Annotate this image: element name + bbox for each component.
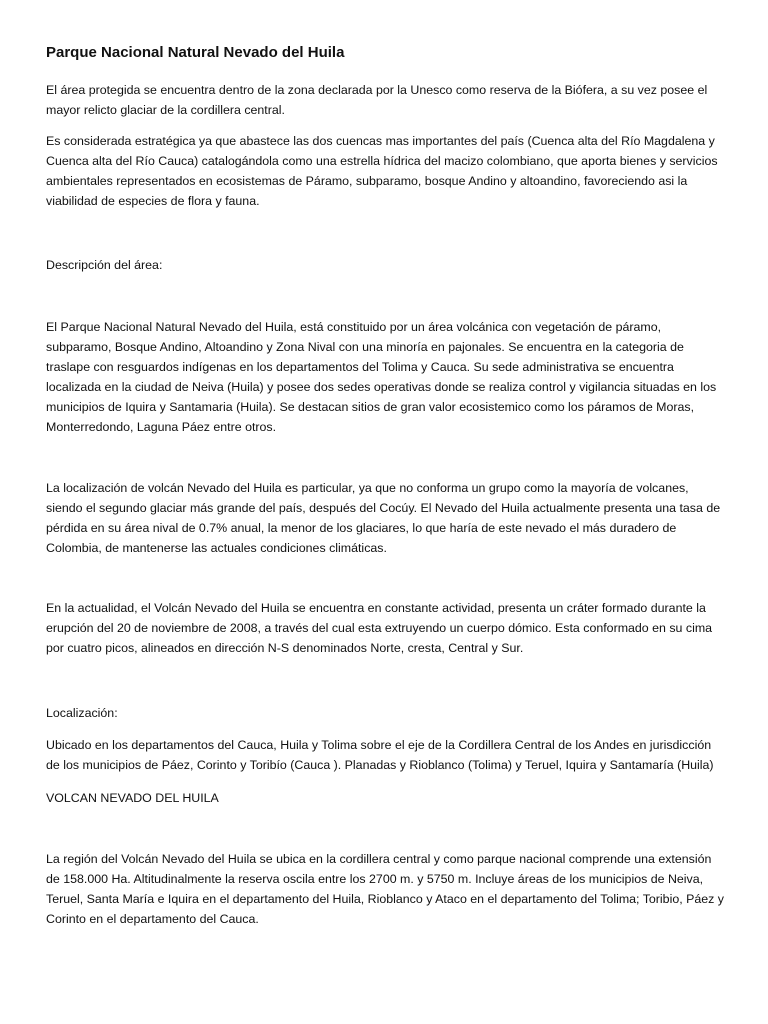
paragraph-location-volcano: La localización de volcán Nevado del Huila es particular, ya que no conforma un grupo como la mayoría de volcanes, siendo el segundo glaciar más grande del país, después del Cocúy. El Nevado del Huila actualmente presenta una tasa de pérdida en su área nival de 0.7% anual, la menor de los glaciares, lo que haría de este nevado el más duradero de Colombia, de mantenerse las actuales condiciones climáticas.	[46, 481, 721, 555]
paragraph-location: Ubicado en los departamentos del Cauca, Huila y Tolima sobre el eje de la Cordillera Central de los Andes en jurisdicción de los municipios de Páez, Corinto y Toribío (Cauca ). Planadas y Rioblanco (Tolima) y Teruel, Iquira y Santamaría (Huila)	[46, 738, 714, 772]
paragraph-strategic: Es considerada estratégica ya que abastece las dos cuencas mas importantes del país (Cuenca alta del Río Magdalena y Cuenca alta del Río Cauca) catalogándola como una estrella hídrica del macizo colombiano, que aporta bienes y servicios ambientales representados en ecosistemas de Páramo, subparamo, bosque Andino y altoandino, favoreciendo asi la viabilidad de especies de flora y fauna.	[46, 134, 718, 208]
paragraph-region: La región del Volcán Nevado del Huila se ubica en la cordillera central y como parque nacional comprende una extensión de 158.000 Ha. Altitudinalmente la reserva oscila entre los 2700 m. y 5750 m. Incluye áreas de los municipios de Neiva, Teruel, Santa María e Iquira en el departamento del Huila, Rioblanco y Ataco en el departamento del Tolima; Toribio, Páez y Corinto en el departamento del Cauca.	[46, 852, 724, 926]
paragraph-intro: El área protegida se encuentra dentro de la zona declarada por la Unesco como reserva de la Biófera, a su vez posee el mayor relicto glaciar de la cordillera central.	[46, 83, 708, 117]
section-heading-location: Localización:	[46, 706, 118, 720]
document-title: Parque Nacional Natural Nevado del Huila	[46, 44, 345, 61]
section-heading-description: Descripción del área:	[46, 258, 163, 272]
section-heading-volcano: VOLCAN NEVADO DEL HUILA	[46, 791, 219, 805]
paragraph-description: El Parque Nacional Natural Nevado del Huila, está constituido por un área volcánica con vegetación de páramo, subparamo, Bosque Andino, Altoandino y Zona Nival con una minoría en pajonales. Se encuentra en la categoria de traslape con resguardos indígenas en los departamentos del Tolima y Cauca. Su sede administrativa se encuentra localizada en la ciudad de Neiva (Huila) y posee dos sedes operativas donde se realiza control y vigilancia situadas en los municipios de Iquira y Santamaria (Huila). Se destacan sitios de gran valor ecosistemico como los páramos de Moras, Monterredondo, Laguna Páez entre otros.	[46, 320, 717, 434]
paragraph-activity: En la actualidad, el Volcán Nevado del Huila se encuentra en constante actividad, presenta un cráter formado durante la erupción del 20 de noviembre de 2008, a través del cual esta extruyendo un cuerpo dómico. Esta conformado en su cima por cuatro picos, alineados en dirección N-S denominados Norte, cresta, Central y Sur.	[46, 601, 713, 655]
